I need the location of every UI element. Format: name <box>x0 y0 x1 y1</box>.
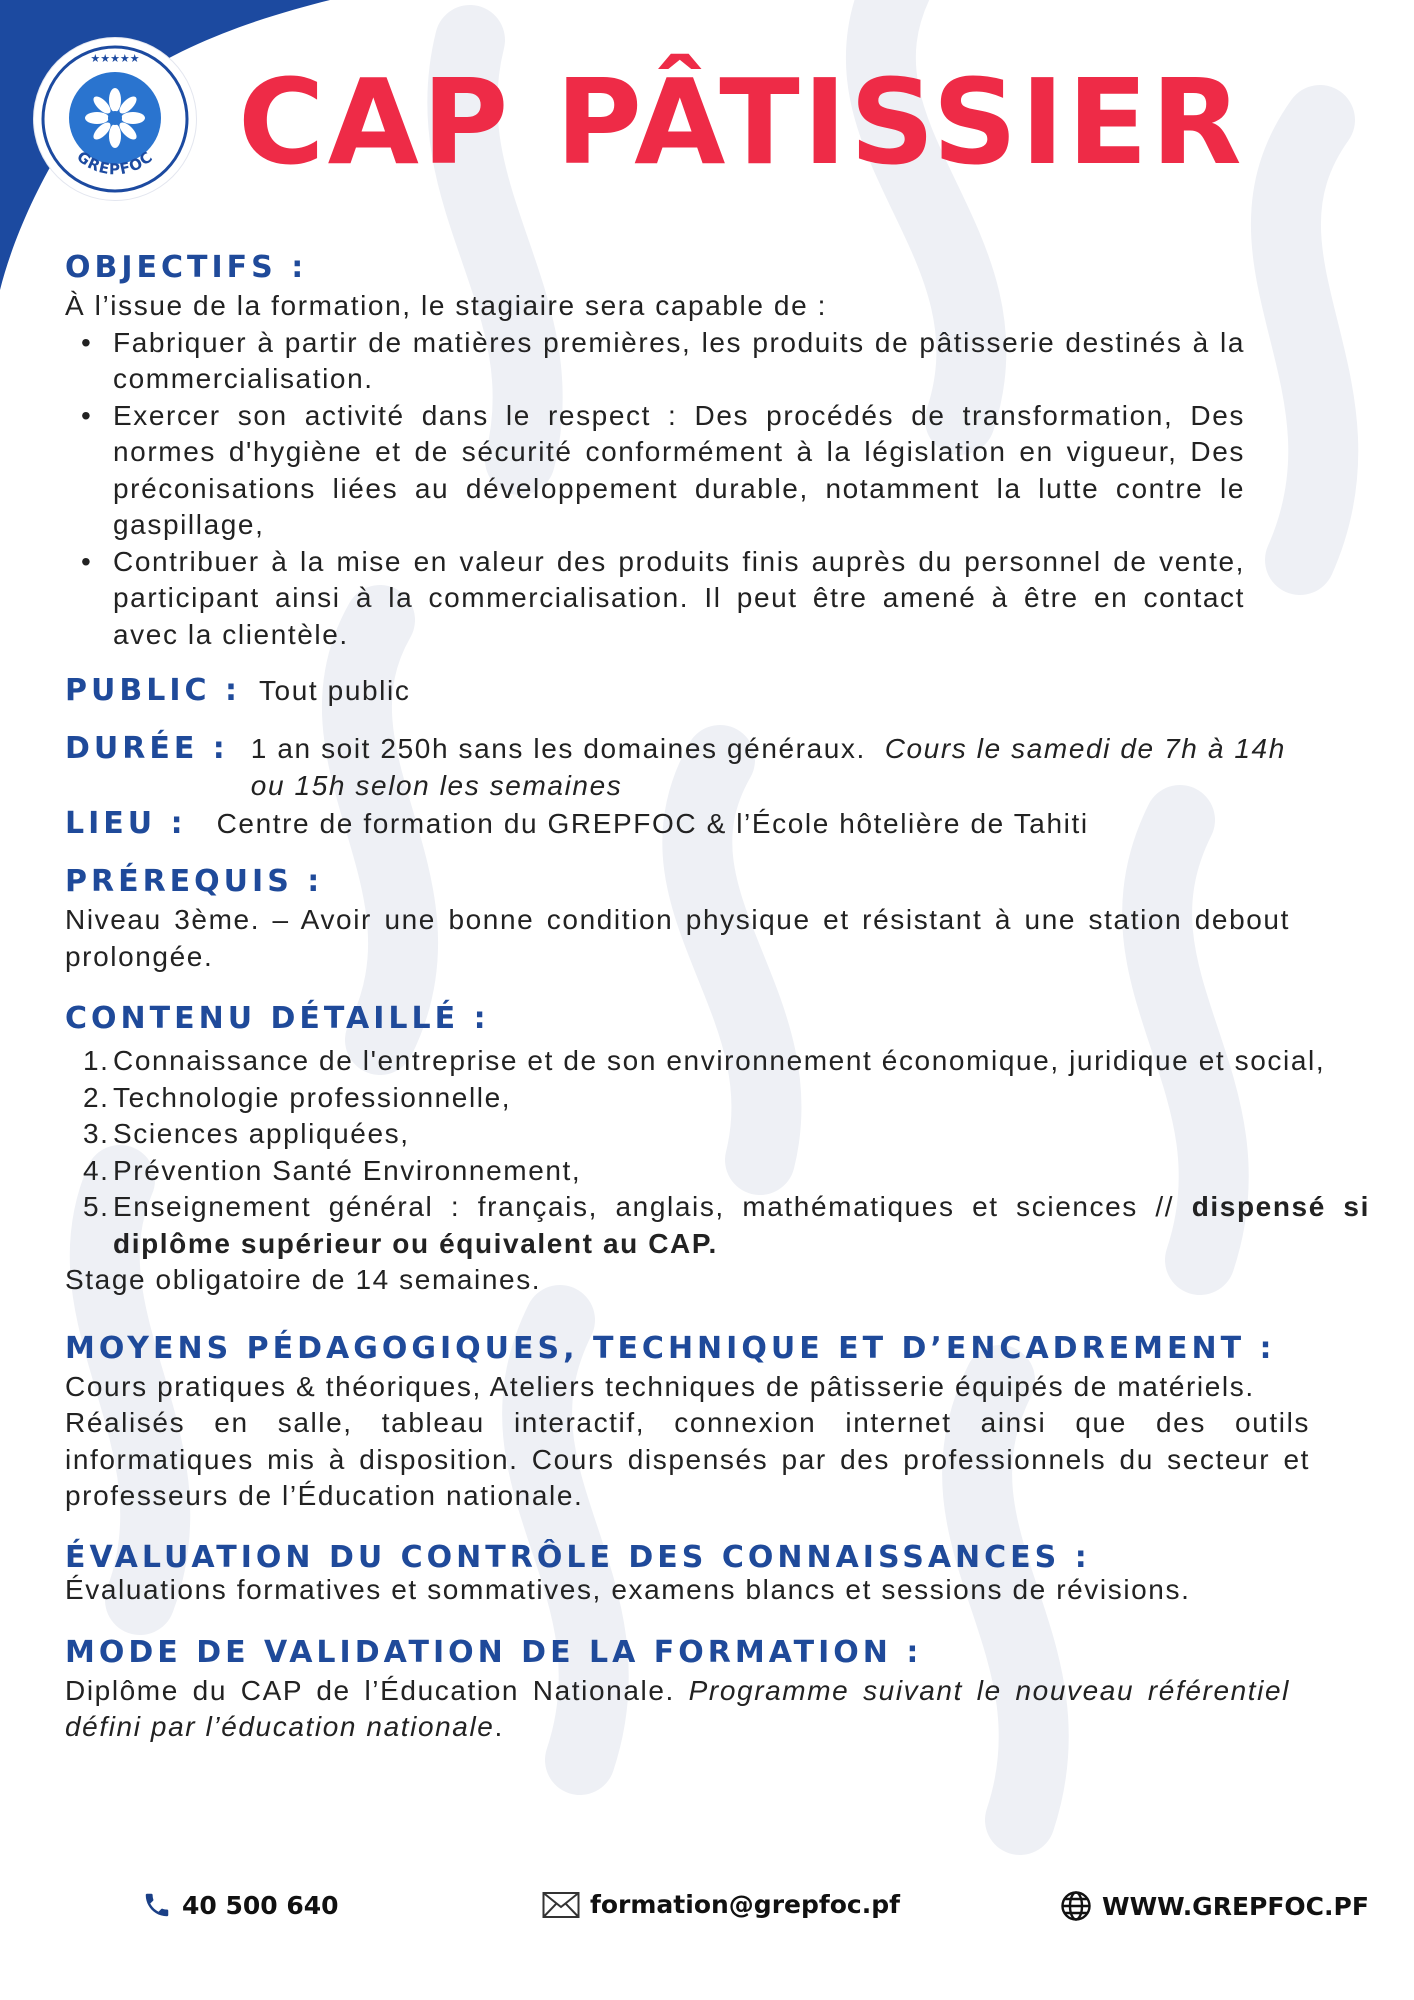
duree-heading: DURÉE : <box>65 731 229 766</box>
lieu-row <box>65 804 1370 844</box>
evaluation-heading: ÉVALUATION DU CONTRÔLE DES CONNAISSANCES : <box>65 1539 1091 1575</box>
list-item: • Fabriquer à partir de matières premières, les produits de pâtisserie destinés à la commercialisation. <box>65 325 1245 398</box>
main-content <box>65 248 1370 1746</box>
duree-row <box>65 729 1370 804</box>
list-item: • Exercer son activité dans le respect : Des procédés de transformation, Des normes d'hygiène et de sécurité conformément à la législation en vigueur, Des préconisations liées au développement durable, notamment la lutte contre le gaspillage, <box>65 398 1245 544</box>
objectifs-list <box>65 325 1370 654</box>
contenu-list <box>65 1043 1370 1262</box>
list-item: 3. Sciences appliquées, <box>83 1118 410 1149</box>
moyens-text-1: Cours pratiques & théoriques, Ateliers techniques de pâtisserie équipés de matériels. <box>65 1370 1255 1402</box>
validation-text: Diplôme du CAP de l’Éducation Nationale. Programme suivant le nouveau référentiel défini par l’éducation nationale. <box>65 1674 1290 1742</box>
dispense-note: dispensé si diplôme supérieur ou équivalent au CAP. <box>113 1191 1370 1259</box>
footer-email[interactable]: formation@grepfoc.pf <box>542 1890 900 1919</box>
lieu-heading: LIEU : <box>65 806 187 841</box>
prerequis-text: Niveau 3ème. – Avoir une bonne condition physique et résistant à une station debout prolongée. <box>65 904 1290 972</box>
logo-text: GREPFOC <box>73 147 157 179</box>
list-item: 2. Technologie professionnelle, <box>83 1081 512 1113</box>
contenu-heading: CONTENU DÉTAILLÉ : <box>65 1001 490 1036</box>
list-item: 1. Connaissance de l'entreprise et de son environnement économique, juridique et social, <box>83 1045 1326 1076</box>
list-item: 4. Prévention Santé Environnement, <box>83 1154 582 1186</box>
footer-website[interactable]: WWW.GREPFOC.PF <box>1060 1890 1369 1922</box>
duree-text: 1 an soit 250h sans les domaines généraux. Cours le samedi de 7h à 14h ou 15h selon les semaines <box>250 733 1286 801</box>
moyens-heading: MOYENS PÉDAGOGIQUES, TECHNIQUE ET D’ENCADREMENT : <box>65 1330 1276 1366</box>
duree-schedule: Cours le samedi de 7h à 14h ou 15h selon les semaines <box>250 733 1286 801</box>
lieu-text: Centre de formation du GREPFOC & l’École hôtelière de Tahiti <box>216 808 1089 839</box>
public-row <box>65 671 1370 711</box>
page-title: CAP PÂTISSIER <box>238 53 1245 191</box>
list-item: • Contribuer à la mise en valeur des produits finis auprès du personnel de vente, participant ainsi à la commercialisation. Il peut être amené à être en contact avec la clientèle. <box>65 544 1245 654</box>
footer <box>0 1890 1414 1930</box>
prerequis-heading: PRÉREQUIS : <box>65 864 324 899</box>
evaluation-text: Évaluations formatives et sommatives, examens blancs et sessions de révisions. <box>65 1573 1191 1605</box>
public-text: Tout public <box>258 675 411 706</box>
svg-text:GREPFOC <box>73 148 156 179</box>
moyens-text-2: Réalisés en salle, tableau interactif, connexion internet ainsi que des outils informatiques mis à disposition. Cours dispensés par des professionnels du secteur et professeurs de l’Éducation nationale. <box>65 1407 1310 1511</box>
stage-text: Stage obligatoire de 14 semaines. <box>65 1264 542 1295</box>
objectifs-heading: OBJECTIFS : <box>65 250 308 285</box>
list-item: 5. Enseignement général : français, anglais, mathématiques et sciences // dispensé si diplôme supérieur ou équivalent au CAP. <box>83 1191 1370 1259</box>
validation-heading: MODE DE VALIDATION DE LA FORMATION : <box>65 1634 923 1670</box>
grepfoc-logo <box>34 38 196 200</box>
phone-icon <box>142 1890 172 1920</box>
mail-icon <box>542 1891 580 1919</box>
footer-phone[interactable]: 40 500 640 <box>142 1890 339 1920</box>
logo-stars: ★★★★★ <box>90 52 140 65</box>
public-heading: PUBLIC : <box>65 673 241 708</box>
objectifs-intro: À l’issue de la formation, le stagiaire sera capable de : <box>65 290 828 321</box>
globe-icon <box>1060 1890 1092 1922</box>
